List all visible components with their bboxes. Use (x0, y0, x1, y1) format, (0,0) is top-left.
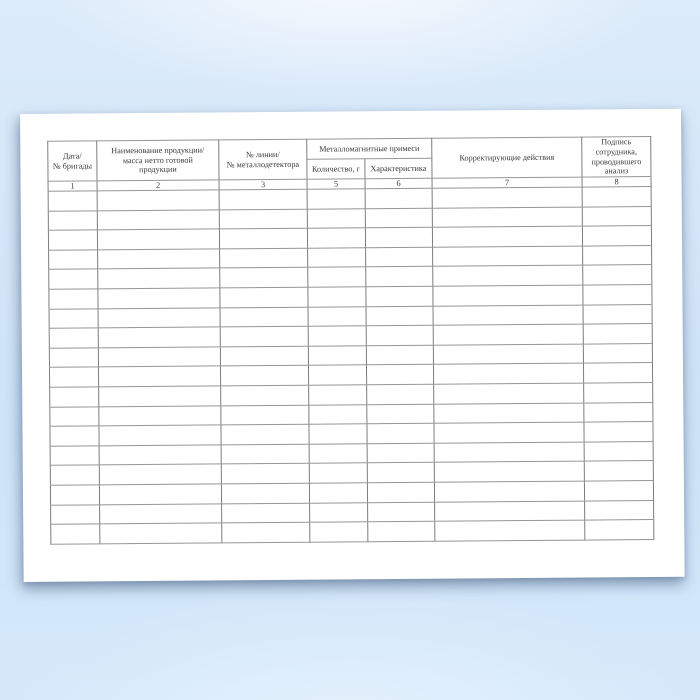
empty-cell (308, 365, 366, 385)
empty-cell (49, 308, 98, 328)
empty-cell (308, 346, 366, 366)
col-header-characteristic: Характеристика (365, 158, 432, 179)
empty-cell (98, 288, 220, 309)
empty-cell (221, 464, 309, 484)
empty-cell (99, 405, 221, 426)
empty-cell (220, 366, 308, 386)
empty-cell (51, 504, 100, 524)
empty-cell (435, 520, 585, 541)
empty-cell (365, 208, 432, 228)
empty-cell (220, 326, 308, 346)
empty-cell (98, 307, 220, 328)
empty-cell (309, 463, 367, 483)
empty-cell (309, 483, 367, 503)
empty-cell (99, 445, 221, 466)
empty-cell (50, 426, 99, 446)
empty-cell (367, 463, 434, 483)
empty-cell (50, 446, 99, 466)
empty-cell (98, 327, 220, 348)
empty-cell (433, 265, 583, 286)
empty-cell (219, 209, 307, 229)
column-number: 8 (582, 177, 651, 188)
empty-cell (365, 188, 432, 208)
header-row-main (48, 137, 651, 162)
empty-cell (100, 503, 222, 524)
column-number: 3 (219, 179, 307, 190)
empty-cell (583, 265, 652, 285)
empty-cell (434, 403, 584, 424)
empty-cell (432, 187, 582, 208)
empty-cell (99, 484, 221, 505)
empty-cell (221, 444, 309, 464)
empty-cell (307, 228, 365, 248)
empty-cell (582, 226, 651, 246)
empty-cell (97, 210, 219, 231)
empty-cell (368, 502, 435, 522)
empty-cell (308, 306, 366, 326)
empty-cell (98, 249, 220, 270)
empty-cell (583, 245, 652, 265)
empty-cell (585, 500, 654, 520)
empty-cell (221, 483, 309, 503)
column-number: 6 (365, 178, 432, 189)
col-header-quantity-g: Количество, г (307, 159, 365, 179)
empty-cell (221, 424, 309, 444)
empty-cell (99, 386, 221, 407)
empty-cell (222, 522, 310, 542)
empty-cell (50, 387, 99, 407)
empty-cell (309, 444, 367, 464)
empty-cell (583, 324, 652, 344)
empty-cell (432, 226, 582, 247)
col-header-corrective-actions: Корректирующие действия (432, 137, 582, 178)
empty-cell (433, 344, 583, 365)
empty-cell (365, 227, 432, 247)
empty-cell (222, 503, 310, 523)
table-body (48, 187, 654, 544)
col-header-product: Наименование продукции/ масса нетто готовой продукции (97, 140, 219, 181)
empty-cell (50, 465, 99, 485)
empty-cell (51, 524, 100, 544)
col-header-line-detector: № линии/ № металлодетектора (219, 139, 307, 180)
empty-cell (220, 248, 308, 268)
column-number: 2 (97, 180, 219, 191)
empty-cell (307, 189, 365, 209)
empty-cell (366, 286, 433, 306)
empty-cell (584, 422, 653, 442)
empty-cell (98, 366, 220, 387)
empty-cell (367, 482, 434, 502)
empty-cell (309, 424, 367, 444)
empty-cell (310, 502, 368, 522)
empty-cell (97, 229, 219, 250)
empty-cell (366, 325, 433, 345)
empty-cell (49, 367, 98, 387)
column-number: 1 (48, 181, 97, 191)
empty-cell (368, 521, 435, 541)
empty-cell (220, 268, 308, 288)
empty-cell (433, 285, 583, 306)
empty-cell (583, 343, 652, 363)
empty-cell (582, 187, 651, 207)
column-number: 7 (432, 177, 582, 188)
empty-cell (48, 230, 97, 250)
empty-cell (584, 382, 653, 402)
empty-cell (366, 345, 433, 365)
empty-cell (434, 422, 584, 443)
empty-cell (366, 267, 433, 287)
empty-cell (582, 206, 651, 226)
empty-cell (366, 247, 433, 267)
empty-cell (221, 385, 309, 405)
empty-cell (434, 461, 584, 482)
empty-cell (98, 347, 220, 368)
empty-cell (366, 306, 433, 326)
log-table-empty-row (51, 520, 654, 544)
empty-cell (49, 289, 98, 309)
empty-cell (308, 326, 366, 346)
empty-cell (308, 248, 366, 268)
empty-cell (583, 285, 652, 305)
empty-cell (366, 365, 433, 385)
empty-cell (219, 228, 307, 248)
paper-sheet (20, 109, 685, 582)
empty-cell (433, 324, 583, 345)
empty-cell (97, 190, 219, 211)
empty-cell (99, 425, 221, 446)
empty-cell (433, 363, 583, 384)
empty-cell (583, 363, 652, 383)
empty-cell (49, 269, 98, 289)
empty-cell (434, 481, 584, 502)
table-header (48, 137, 651, 192)
empty-cell (435, 501, 585, 522)
empty-cell (367, 443, 434, 463)
empty-cell (98, 268, 220, 289)
empty-cell (307, 208, 365, 228)
empty-cell (583, 304, 652, 324)
impurity-log-table (47, 136, 654, 544)
empty-cell (308, 287, 366, 307)
empty-cell (220, 287, 308, 307)
empty-cell (219, 189, 307, 209)
empty-cell (433, 305, 583, 326)
empty-cell (48, 191, 97, 211)
empty-cell (49, 348, 98, 368)
empty-cell (584, 402, 653, 422)
empty-cell (367, 404, 434, 424)
empty-cell (308, 267, 366, 287)
empty-cell (48, 210, 97, 230)
empty-cell (434, 442, 584, 463)
empty-cell (433, 246, 583, 267)
empty-cell (432, 207, 582, 228)
empty-cell (50, 485, 99, 505)
empty-cell (99, 464, 221, 485)
empty-cell (50, 406, 99, 426)
empty-cell (221, 405, 309, 425)
empty-cell (585, 520, 654, 540)
col-header-date-brigade: Дата/ № бригады (48, 141, 97, 181)
empty-cell (367, 423, 434, 443)
empty-cell (220, 307, 308, 327)
empty-cell (100, 523, 222, 544)
column-number: 5 (307, 179, 365, 189)
empty-cell (367, 384, 434, 404)
empty-cell (220, 346, 308, 366)
empty-cell (309, 385, 367, 405)
empty-cell (310, 522, 368, 542)
empty-cell (584, 480, 653, 500)
empty-cell (434, 383, 584, 404)
col-header-signature: Подпись сотрудника, проводившего анализ (582, 137, 651, 178)
empty-cell (309, 404, 367, 424)
empty-cell (584, 441, 653, 461)
empty-cell (49, 328, 98, 348)
empty-cell (49, 250, 98, 270)
empty-cell (584, 461, 653, 481)
col-header-impurities-group: Металломагнитные примеси (307, 138, 432, 159)
